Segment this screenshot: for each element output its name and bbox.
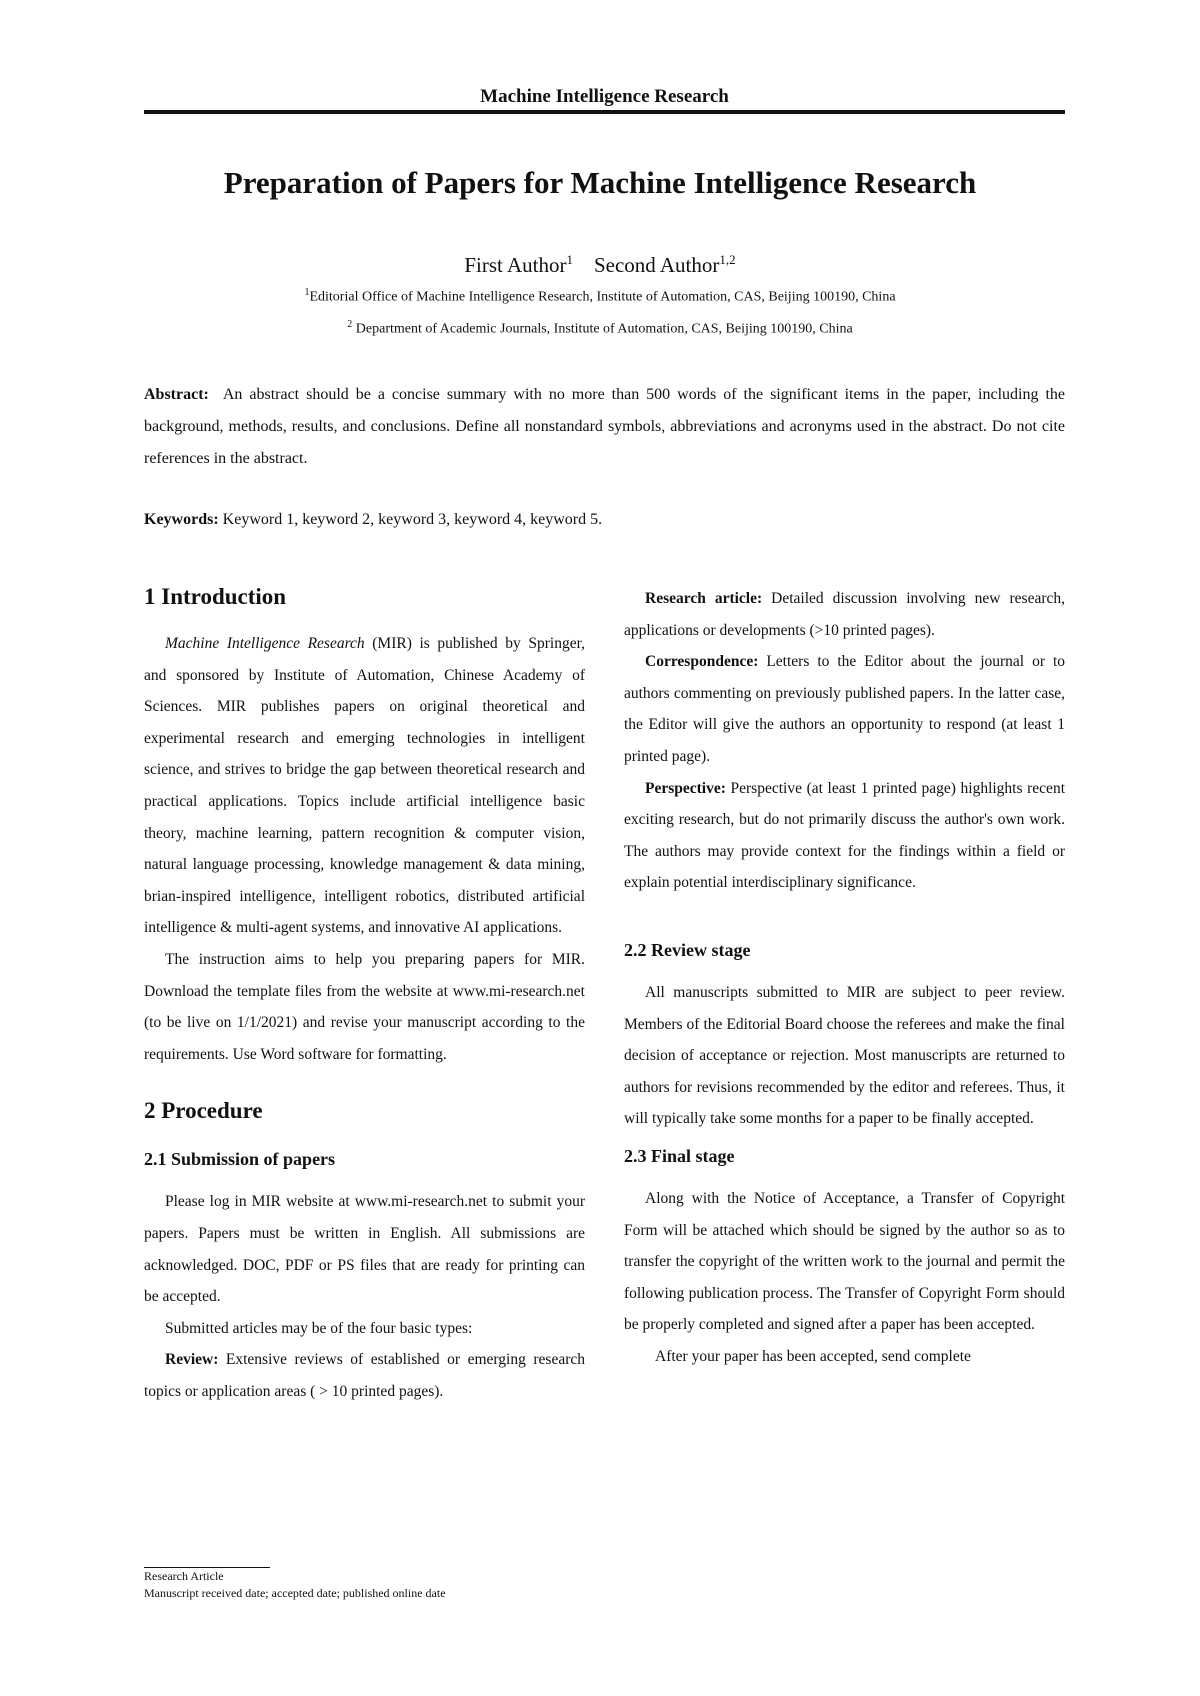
affiliation-1	[100, 287, 1100, 306]
affiliation-text: Editorial Office of Machine Intelligence Research, Institute of Automation, CAS, Beijing 100190, China	[309, 289, 896, 305]
header-rule	[144, 110, 1065, 114]
first-author-affil-mark: 1	[566, 252, 573, 267]
paragraph: Please log in MIR website at www.mi-research.net to submit your papers. Papers must be written in English. All submissions are acknowledged. DOC, PDF or PS files that are ready for printing can be accepted.	[144, 1193, 585, 1306]
abstract-text: An abstract should be a concise summary with no more than 500 words of the significant items in the paper, including the background, methods, results, and conclusions. Define all nonstandard symbols, abbreviations and acronyms used in the abstract. Do not cite references in the abstract.	[144, 386, 1066, 467]
subsection-heading-final-stage: 2.3 Final stage	[624, 1145, 735, 1166]
section-heading-procedure: 2 Procedure	[144, 1098, 263, 1124]
left-column	[144, 580, 585, 1407]
affiliation-2	[100, 319, 1100, 338]
affiliation-mark: 2	[347, 319, 353, 330]
paragraph: Along with the Notice of Acceptance, a Transfer of Copyright Form will be attached which should be signed by the author so as to transfer the copyright of the written work to the journal and permit the following publication process. The Transfer of Copyright Form should be properly completed and signed after a paper has been accepted.	[624, 1189, 1065, 1334]
paragraph: All manuscripts submitted to MIR are subject to peer review. Members of the Editorial Board choose the referees and make the final decision of acceptance or rejection. Most manuscripts are returned to authors for revisions recommended by the editor and referees. Thus, it will typically take some months for a paper to be finally accepted.	[624, 983, 1065, 1128]
paragraph-text: Extensive reviews of established or emerging research topics or application areas ( > 10 printed pages).	[144, 1351, 585, 1400]
abstract-label: Abstract:	[144, 386, 209, 403]
paragraph-text: Letters to the Editor about the journal or to authors commenting on previously published papers. In the latter case, the Editor will give the authors an opportunity to respond (at least 1 printed page).	[624, 653, 1065, 765]
paragraph: The instruction aims to help you preparing papers for MIR. Download the template files from the website at www.mi-research.net (to be live on 1/1/2021) and revise your manuscript according to the requirements. Use Word software for formatting.	[144, 950, 585, 1063]
subsection-heading-submission: 2.1 Submission of papers	[144, 1149, 336, 1170]
keywords-label: Keywords:	[144, 511, 219, 528]
paragraph-text: Detailed discussion involving new research, applications or developments (>10 printed pages).	[624, 590, 1065, 639]
section-heading-introduction: 1 Introduction	[144, 584, 287, 609]
footnote-dates: Manuscript received date; accepted date; published online date	[144, 1586, 446, 1600]
keywords	[144, 504, 1065, 536]
affiliation-text: Department of Academic Journals, Institute of Automation, CAS, Beijing 100190, China	[355, 321, 853, 337]
type-label-research-article: Research article:	[645, 590, 763, 607]
footnote-rule	[144, 1567, 270, 1568]
type-label-correspondence: Correspondence:	[645, 653, 759, 671]
affiliation-mark: 1	[304, 287, 310, 298]
subsection-heading-review-stage: 2.2 Review stage	[624, 939, 751, 960]
first-author: First Author	[464, 253, 567, 277]
paragraph	[144, 1344, 585, 1407]
paragraph	[624, 583, 1065, 646]
paragraph-text: (MIR) is published by Springer, and sponsored by Institute of Automation, Chinese Academy of Sciences. MIR publishes papers on original theoretical and experimental research and emerging technologies in intelligent science, and strives to bridge the gap between theoretical research and practical applications. Topics include artificial intelligence basic theory, machine learning, pattern recognition & computer vision, natural language processing, knowledge management & data mining, brian-inspired intelligence, intelligent robotics, distributed artificial intelligence & multi-agent systems, and innovative AI applications.	[144, 635, 585, 937]
second-author-affil-mark: 1,2	[719, 252, 736, 267]
type-label-review: Review:	[165, 1351, 219, 1369]
second-author: Second Author	[593, 253, 720, 277]
paper-title: Preparation of Papers for Machine Intelligence Research	[223, 165, 977, 200]
paragraph	[144, 628, 585, 944]
paragraph-text: Perspective (at least 1 printed page) highlights recent exciting research, but do not primarily discuss the author's own work. The authors may provide context for the findings within a field or explain potential interdisciplinary significance.	[624, 779, 1065, 892]
keywords-text: Keyword 1, keyword 2, keyword 3, keyword 4, keyword 5.	[222, 511, 603, 528]
paragraph	[624, 773, 1065, 899]
paragraph: After your paper has been accepted, send complete	[655, 1347, 971, 1365]
running-head: Machine Intelligence Research	[480, 86, 729, 107]
journal-name-italic: Machine Intelligence Research	[165, 635, 365, 652]
right-column	[624, 583, 1065, 1372]
footnote-article-type: Research Article	[144, 1569, 224, 1583]
paragraph	[624, 646, 1065, 772]
paragraph: Submitted articles may be of the four basic types:	[165, 1319, 473, 1337]
abstract	[144, 379, 1065, 475]
type-label-perspective: Perspective:	[645, 779, 726, 797]
author-line	[100, 252, 1100, 278]
